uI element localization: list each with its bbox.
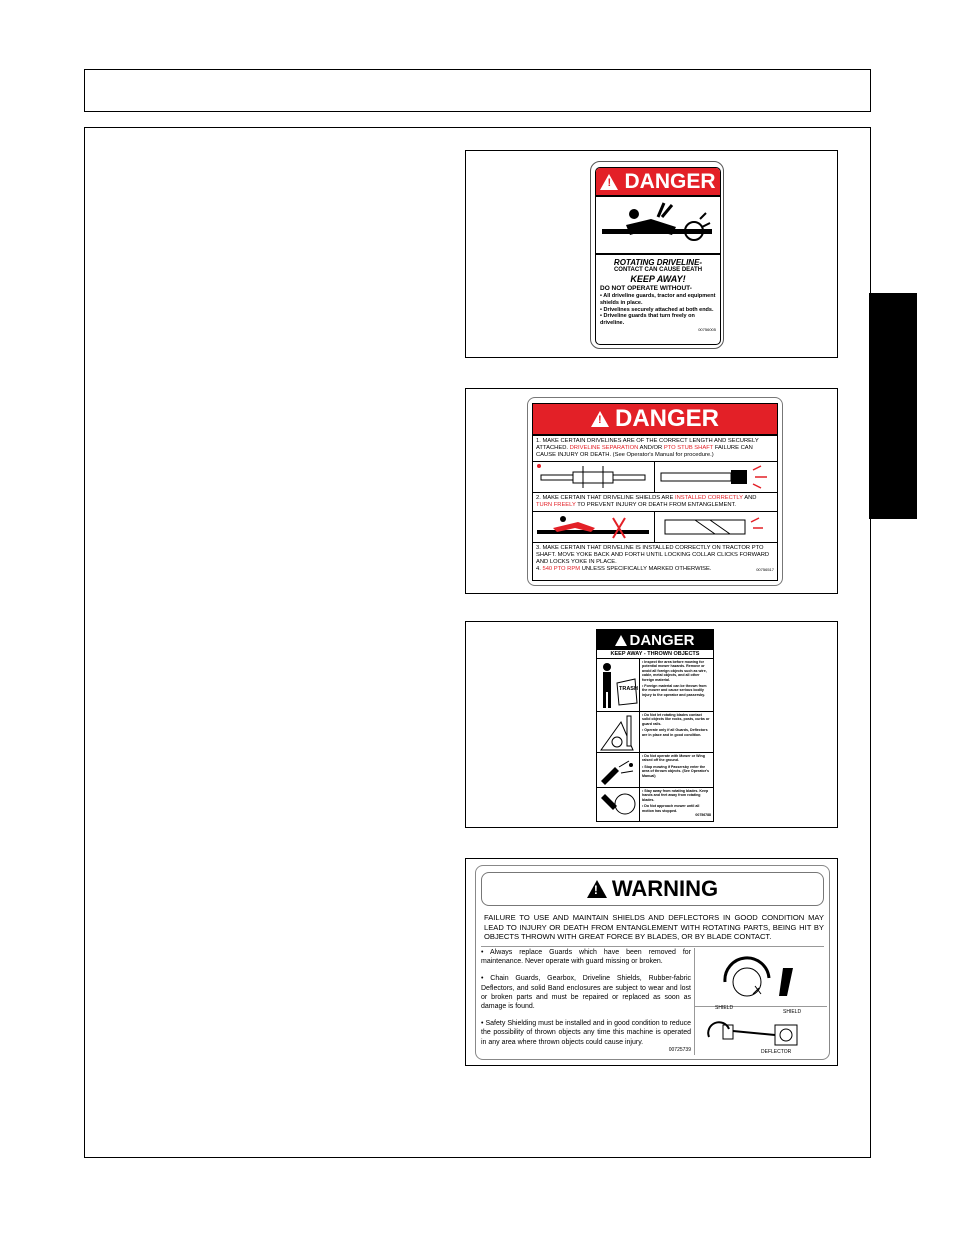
part-number: 00756788 [695, 813, 711, 818]
driveline-length-icon [533, 462, 655, 492]
text: Do Not approach mower until all motion has stopped. [642, 804, 700, 813]
section-tab [869, 293, 917, 519]
text: 1. MAKE CERTAIN DRIVELINES ARE OF THE CORRECT LENGTH AND SECURELY ATTACHED. [536, 438, 759, 451]
hazard-text: • Inspect the area before mowing for potential mower hazards. Remove or avoid all foreign objects such as wire, cable, metal objects, and all other foreign material. [642, 660, 707, 682]
bullet-item: • All driveline guards, tractor and equipment shields in place. [600, 293, 716, 306]
rotating-shield-icon [655, 512, 776, 542]
page-header-box [84, 69, 871, 112]
text-red: INSTALLED CORRECTLY [674, 495, 743, 501]
text-red: TURN FREELY [536, 502, 576, 508]
person-trash-icon [597, 659, 639, 711]
hazard-row [597, 659, 713, 712]
decal-frame-thrown-objects [465, 621, 838, 828]
bullet-text: Driveline guards that turn freely on driveline. [600, 313, 695, 327]
bullet-item: • Drivelines securely attached at both ends. [600, 306, 714, 313]
hazard-text: • Operate only if all Guards, Deflectors are in place and in good condition. [642, 728, 708, 737]
shield-label-left: SHIELD [715, 1005, 734, 1011]
part-number: 00725739 [668, 1046, 691, 1053]
danger-decal-driveline-install [527, 397, 783, 586]
hazard-text: • Stay away from rotating blades. Keep hands and feet away from rotating blades. [642, 789, 709, 802]
bullet-text: Chain Guards, Gearbox, Driveline Shields, Rubber-fabric Deflectors, and solid Band enclosures are subject to wear and lost or broken parts and must be repaired or replaced as soon as damage is found. [481, 975, 691, 1011]
hazard-text: • Foreign material can be thrown from the mower and cause serious bodily injury to the operator and passersby. [642, 684, 707, 697]
danger-decal-thrown-objects [596, 629, 714, 822]
instruction-3 [533, 542, 777, 575]
text: Do Not operate with Mower or Wing raised off the ground. [642, 754, 705, 763]
hazard-text: • Stop mowing if Passersby enter the area of thrown objects. (See Operator's Manual) [642, 764, 709, 778]
warning-triangle-icon: ! [587, 880, 607, 898]
warning-decal-shields [475, 865, 830, 1060]
decal-frame-driveline [465, 150, 838, 358]
driveline-pictograms [533, 461, 777, 492]
part-number: 00756517 [756, 567, 774, 572]
text-red: PTO STUB SHAFT [663, 445, 714, 451]
danger-banner [596, 168, 720, 195]
bullet-item: • Safety Shielding must be installed and in good condition to reduce the possibility of thrown objects any time this machine is operated in any area where thrown objects could cause injury. [481, 1020, 691, 1046]
instruction-1 [533, 434, 777, 461]
hazard-row [597, 712, 713, 753]
warning-intro: FAILURE TO USE AND MAINTAIN SHIELDS AND DEFLECTORS IN GOOD CONDITION MAY LEAD TO INJURY OR DEATH FROM ENTANGLEMENT WITH ROTATING PARTS, BEING HIT BY OBJECTS THROWN WITH GREAT FORCE BY BLADES, OR BY BLADE CONTACT. [484, 913, 824, 941]
part-number: 00756005 [698, 326, 716, 332]
danger-banner [533, 404, 777, 434]
text: Stop mowing if Passersby enter the area of thrown objects. (See Operator's Manual) [642, 764, 709, 778]
warning-triangle-icon [615, 635, 627, 646]
headline-contact: CONTACT CAN CAUSE DEATH [613, 267, 703, 273]
bullet-text: Safety Shielding must be installed and in good condition to reduce the possibility of thrown objects any time this machine is operated in any area where thrown objects could cause injury. [481, 1020, 691, 1046]
text: AND/OR [639, 445, 663, 451]
text: 2. MAKE CERTAIN THAT DRIVELINE SHIELDS ARE [536, 495, 674, 501]
banner-text: DANGER [614, 405, 719, 432]
text: FAILURE CAN CAUSE INJURY OR DEATH. (See Operator's Manual for procedure.) [536, 445, 753, 458]
text: Do Not let rotating blades contact solid objects like rocks, posts, curbs or guard rails. [642, 713, 710, 726]
text-red: 540 PTO RPM [542, 566, 581, 572]
banner-text: WARNING [611, 876, 719, 901]
hazard-text: • Do Not operate with Mower or Wing raised off the ground. [642, 754, 705, 763]
warning-banner [481, 872, 824, 906]
banner-text: DANGER [624, 169, 716, 193]
pto-shaft-icon [655, 462, 776, 492]
hazard-row [597, 788, 713, 821]
subtitle: KEEP AWAY - THROWN OBJECTS [597, 650, 713, 659]
danger-decal-driveline [590, 161, 724, 349]
thrown-objects-icon [597, 753, 639, 787]
bullet-item: • Driveline guards that turn freely on driveline. [600, 313, 695, 327]
gearbox-guard-icon [695, 948, 827, 1006]
deflector-label: DEFLECTOR [761, 1049, 792, 1055]
bullet-item: • Always replace Guards which have been removed for maintenance. Never operate with guard missing or broken. [481, 949, 691, 966]
headline-rotating: ROTATING DRIVELINE- [613, 258, 703, 267]
instruction-2 [533, 492, 777, 511]
bullet-item: • Chain Guards, Gearbox, Driveline Shields, Rubber-fabric Deflectors, and solid Band enclosures are subject to wear and lost or broken parts and must be repaired or replaced as soon as damage is found. [481, 975, 691, 1011]
shield-diagrams [694, 948, 827, 1055]
entanglement-icon [533, 512, 655, 542]
shield-label-right: SHIELD [783, 1009, 802, 1015]
headline-keep-away: KEEP AWAY! [630, 274, 686, 284]
warning-triangle-icon: ! [591, 411, 609, 427]
text: UNLESS SPECIFICALLY MARKED OTHERWISE. [581, 566, 712, 572]
bullet-text: Always replace Guards which have been removed for maintenance. Never operate with guard missing or broken. [481, 949, 691, 966]
text-red: DRIVELINE SEPARATION [569, 445, 639, 451]
text: Foreign material can be thrown from the mower and cause serious bodily injury to the operator and passersby. [642, 684, 707, 697]
decal-frame-warning-shields [465, 858, 838, 1066]
instruction-4 [536, 566, 774, 573]
text: AND [744, 495, 757, 501]
shield-pictograms [533, 511, 777, 542]
trash-pictogram [597, 659, 640, 711]
shield-deflector-icon [695, 1007, 827, 1055]
entanglement-icon [596, 197, 718, 253]
decal-frame-driveline-install [465, 388, 838, 594]
danger-banner [597, 630, 713, 650]
text: Stay away from rotating blades. Keep hands and feet away from rotating blades. [642, 789, 709, 802]
hand-blade-icon [597, 788, 639, 821]
text: 4. [536, 566, 541, 572]
bullet-text: Drivelines securely attached at both ends. [603, 306, 714, 313]
subhead: DO NOT OPERATE WITHOUT- [600, 285, 692, 292]
text: Operate only if all Guards, Deflectors are in place and in good condition. [642, 728, 708, 737]
hazard-text: • Do Not approach mower until all motion has stopped. [642, 804, 700, 813]
blade-contact-icon [597, 712, 639, 752]
text: Inspect the area before mowing for potential mower hazards. Remove or avoid all foreign objects such as wire, cable, metal objects, and all other foreign material. [642, 660, 707, 682]
text: 3. MAKE CERTAIN THAT DRIVELINE IS INSTALLED CORRECTLY ON TRACTOR PTO SHAFT. MOVE YOKE BACK AND FORTH UNTIL LOCKING COLLAR CLICKS FORWARD AND LOCKS YOKE IN PLACE. [536, 545, 770, 565]
warning-triangle-icon: ! [600, 174, 618, 190]
trash-label: TRASH [619, 686, 638, 692]
warning-bullets [481, 948, 691, 1053]
entanglement-pictogram [596, 195, 720, 253]
banner-text: DANGER [629, 631, 695, 649]
bullet-text: All driveline guards, tractor and equipment shields in place. [600, 293, 716, 306]
hazard-row [597, 753, 713, 788]
hazard-text: • Do Not let rotating blades contact solid objects like rocks, posts, curbs or guard rails. [642, 713, 710, 726]
text: TO PREVENT INJURY OR DEATH FROM ENTANGLEMENT. [577, 502, 737, 508]
